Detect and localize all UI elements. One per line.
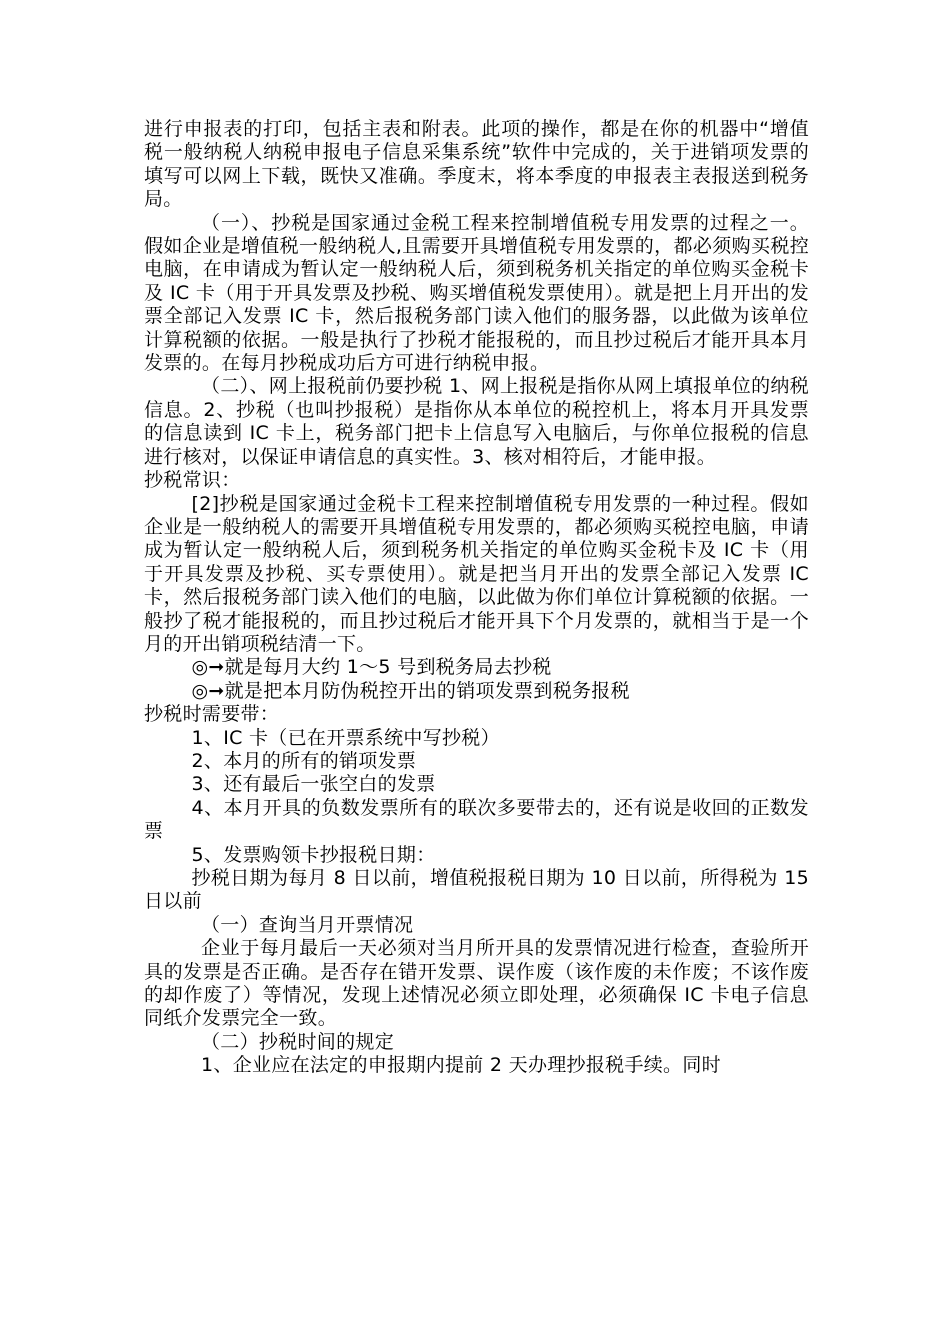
heading-tax-knowledge: 抄税常识： bbox=[144, 469, 241, 492]
list-item-blank-invoice: 3、还有最后一张空白的发票 bbox=[191, 773, 436, 796]
list-item-dates-heading: 5、发票购领卡抄报税日期： bbox=[191, 843, 436, 866]
paragraph-section-two: （二）、网上报税前仍要抄税 1、网上报税是指你从网上填报单位的纳税信息。2、抄税（也叫抄报税）是指你从本单位的税控机上，将本月开具发票的信息读到 IC 卡上，税务部门把卡上信息写入电脑后，与你单位报税的信息进行核对，以保证申请信息的真实性。3、核对相符后，才能申报。 bbox=[144, 375, 809, 468]
list-item-ic-card: 1、IC 卡（已在开票系统中写抄税） bbox=[191, 726, 500, 749]
paragraph-intro: 进行申报表的打印，包括主表和附表。此项的操作，都是在你的机器中“增值税一般纳税人纳税申报电子信息采集系统”软件中完成的，关于进销项发票的填写可以网上下载，既快又准确。季度末，将本季度的申报表主表报送到税务局。 bbox=[144, 118, 809, 211]
heading-query-invoices: （一）查询当月开票情况 bbox=[201, 913, 414, 936]
list-item-negative-invoices: 4、本月开具的负数发票所有的联次多要带去的，还有说是收回的正数发票 bbox=[144, 796, 809, 843]
document-body bbox=[144, 118, 809, 1078]
bullet-monthly-copy: ◎➞就是每月大约 1～5 号到税务局去抄税 bbox=[191, 656, 552, 679]
paragraph-time-rules: 1、企业应在法定的申报期内提前 2 天办理抄报税手续。同时 bbox=[201, 1054, 721, 1077]
paragraph-section-one: （一）、抄税是国家通过金税工程来控制增值税专用发票的过程之一。假如企业是增值税一般纳税人,且需要开具增值税专用发票的，都必须购买税控电脑，在申请成为暂认定一般纳税人后，须到税务机关指定的单位购买金税卡及 IC 卡（用于开具发票及抄税、购买增值税发票使用）。就是把上月开出的发票全部记入发票 IC 卡，然后报税务部门读入他们的服务器，以此做为该单位计算税额的依据。一般是执行了抄税才能报税的，而且抄过税后才能开具本月发票的。在每月抄税成功后方可进行纳税申报。 bbox=[144, 211, 809, 375]
paragraph-tax-knowledge: [2]抄税是国家通过金税卡工程来控制增值税专用发票的一种过程。假如企业是一般纳税人的需要开具增值税专用发票的，都必须购买税控电脑，申请成为暂认定一般纳税人后，须到税务机关指定的单位购买金税卡及 IC 卡（用于开具发票及抄税、买专票使用）。就是把当月开出的发票全部记入发票 IC 卡，然后报税务部门读入他们的电脑，以此做为你们单位计算税额的依据。一般抄了税才能报税的，而且抄过税后才能开具下个月发票的，就相当于是一个月的开出销项税结清一下。 bbox=[144, 492, 809, 655]
paragraph-dates: 抄税日期为每月 8 日以前，增值税报税日期为 10 日以前，所得税为 15 日以前 bbox=[144, 867, 809, 913]
heading-time-rules: （二）抄税时间的规定 bbox=[201, 1030, 395, 1053]
paragraph-query-invoices: 企业于每月最后一天必须对当月所开具的发票情况进行检查，查验所开具的发票是否正确。是否存在错开发票、误作废（该作废的未作废；不该作废的却作废了）等情况，发现上述情况必须立即处理，必须确保 IC 卡电子信息同纸介发票完全一致。 bbox=[144, 937, 809, 1030]
heading-items-to-bring: 抄税时需要带： bbox=[144, 703, 280, 726]
list-item-sales-invoices: 2、本月的所有的销项发票 bbox=[191, 749, 417, 772]
bullet-report-invoices: ◎➞就是把本月防伪税控开出的销项发票到税务报税 bbox=[191, 679, 630, 702]
